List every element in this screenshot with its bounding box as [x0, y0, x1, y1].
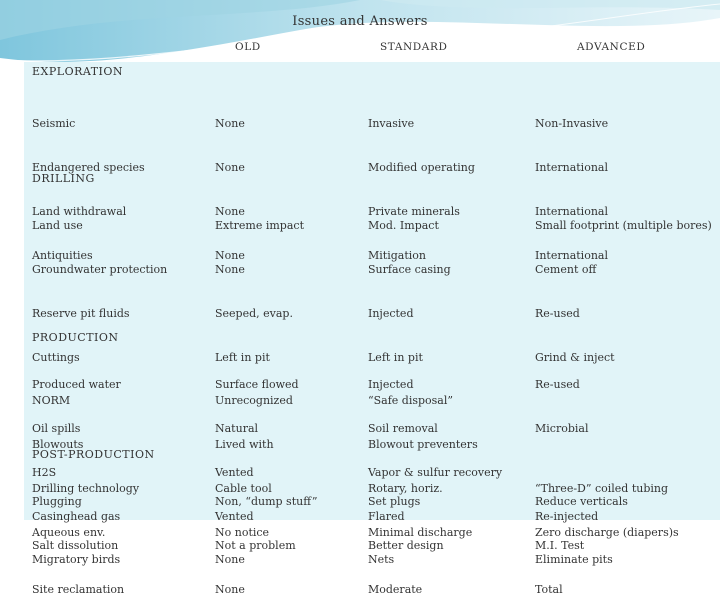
list-item: Re-used — [535, 306, 580, 320]
list-item: NORM — [32, 394, 71, 408]
list-item: None — [215, 160, 245, 174]
section-title-drilling: DRILLING — [32, 172, 95, 185]
column-header-standard: STANDARD — [380, 41, 448, 53]
list-item: Moderate — [368, 582, 423, 596]
list-item: Zero discharge (diapers)s — [535, 525, 679, 539]
list-item: Endangered species — [32, 160, 145, 174]
list-item: Minimal discharge — [368, 525, 473, 539]
list-item: Injected — [368, 306, 414, 320]
list-item: Cement off — [535, 262, 597, 276]
list-item: Land withdrawal — [32, 204, 127, 218]
list-item: Antiquities — [32, 248, 93, 262]
list-item: Cable tool — [215, 481, 272, 495]
list-item: Left in pit — [215, 350, 270, 364]
list-item: Mod. Impact — [368, 219, 439, 233]
list-item: Surface casing — [368, 262, 451, 276]
list-item: Microbial — [535, 421, 589, 435]
list-item: Grind & inject — [535, 350, 615, 364]
list-item: None — [215, 553, 245, 567]
list-item: Surface flowed — [215, 378, 299, 392]
list-item: Rotary, horiz. — [368, 481, 443, 495]
list-item: Vented — [215, 509, 254, 523]
list-item: H2S — [32, 465, 57, 479]
list-item: Better design — [368, 538, 444, 552]
list-item: Injected — [368, 378, 414, 392]
list-item: Vented — [215, 465, 254, 479]
list-item: Extreme impact — [215, 219, 304, 233]
list-item: Drilling technology — [32, 481, 140, 495]
list-item: Plugging — [32, 495, 82, 509]
list-item: Blowout preventers — [368, 438, 478, 452]
post-production-items — [32, 466, 124, 612]
page-title: Issues and Answers — [292, 14, 428, 29]
list-item: Produced water — [32, 378, 121, 392]
list-item: None — [215, 204, 245, 218]
list-item: None — [215, 582, 245, 596]
list-item: Not a problem — [215, 538, 296, 552]
list-item: Small footprint (multiple bores) — [535, 219, 712, 233]
list-item: Unrecognized — [215, 394, 293, 408]
list-item: Aqueous env. — [32, 525, 106, 539]
list-item: None — [215, 248, 245, 262]
list-item: Non, “dump stuff” — [215, 495, 318, 509]
list-item: Groundwater protection — [32, 262, 168, 276]
list-item: Salt dissolution — [32, 538, 119, 552]
list-item: Soil removal — [368, 421, 438, 435]
post-production-advanced — [535, 466, 628, 612]
column-header-old: OLD — [235, 41, 261, 53]
list-item: Left in pit — [368, 350, 423, 364]
list-item: Lived with — [215, 438, 274, 452]
list-item: International — [535, 248, 608, 262]
list-item: None — [215, 262, 245, 276]
list-item: Invasive — [368, 117, 415, 131]
list-item: Nets — [368, 553, 395, 567]
list-item: Eliminate pits — [535, 553, 613, 567]
list-item: Natural — [215, 421, 259, 435]
list-item: Total — [535, 582, 563, 596]
list-item: Blowouts — [32, 438, 84, 452]
list-item: Re-injected — [535, 509, 599, 523]
section-title-post-production: POST-PRODUCTION — [32, 448, 155, 461]
list-item: Oil spills — [32, 421, 81, 435]
list-item: No notice — [215, 525, 270, 539]
column-header-advanced: ADVANCED — [577, 41, 646, 53]
post-production-old — [215, 466, 317, 612]
list-item: Vapor & sulfur recovery — [368, 465, 503, 479]
list-item: Cuttings — [32, 350, 80, 364]
post-production-standard — [368, 466, 444, 612]
list-item: Modified operating — [368, 160, 475, 174]
list-item: Set plugs — [368, 495, 421, 509]
list-item: M.I. Test — [535, 538, 585, 552]
list-item: Mitigation — [368, 248, 426, 262]
list-item: Re-used — [535, 378, 580, 392]
list-item: Reduce verticals — [535, 495, 628, 509]
list-item: None — [215, 117, 245, 131]
list-item: Seeped, evap. — [215, 306, 293, 320]
list-item: Flared — [368, 509, 405, 523]
list-item: “Three-D” coiled tubing — [535, 481, 669, 495]
list-item: Site reclamation — [32, 582, 125, 596]
list-item: International — [535, 160, 608, 174]
list-item: Land use — [32, 219, 83, 233]
section-title-exploration: EXPLORATION — [32, 65, 124, 78]
list-item: Reserve pit fluids — [32, 306, 130, 320]
list-item: Migratory birds — [32, 553, 121, 567]
section-title-production: PRODUCTION — [32, 331, 119, 344]
list-item: Seismic — [32, 117, 76, 131]
list-item: Casinghead gas — [32, 509, 121, 523]
list-item: Private minerals — [368, 204, 460, 218]
list-item: Non-Invasive — [535, 117, 609, 131]
list-item: “Safe disposal” — [368, 394, 454, 408]
list-item: International — [535, 204, 608, 218]
